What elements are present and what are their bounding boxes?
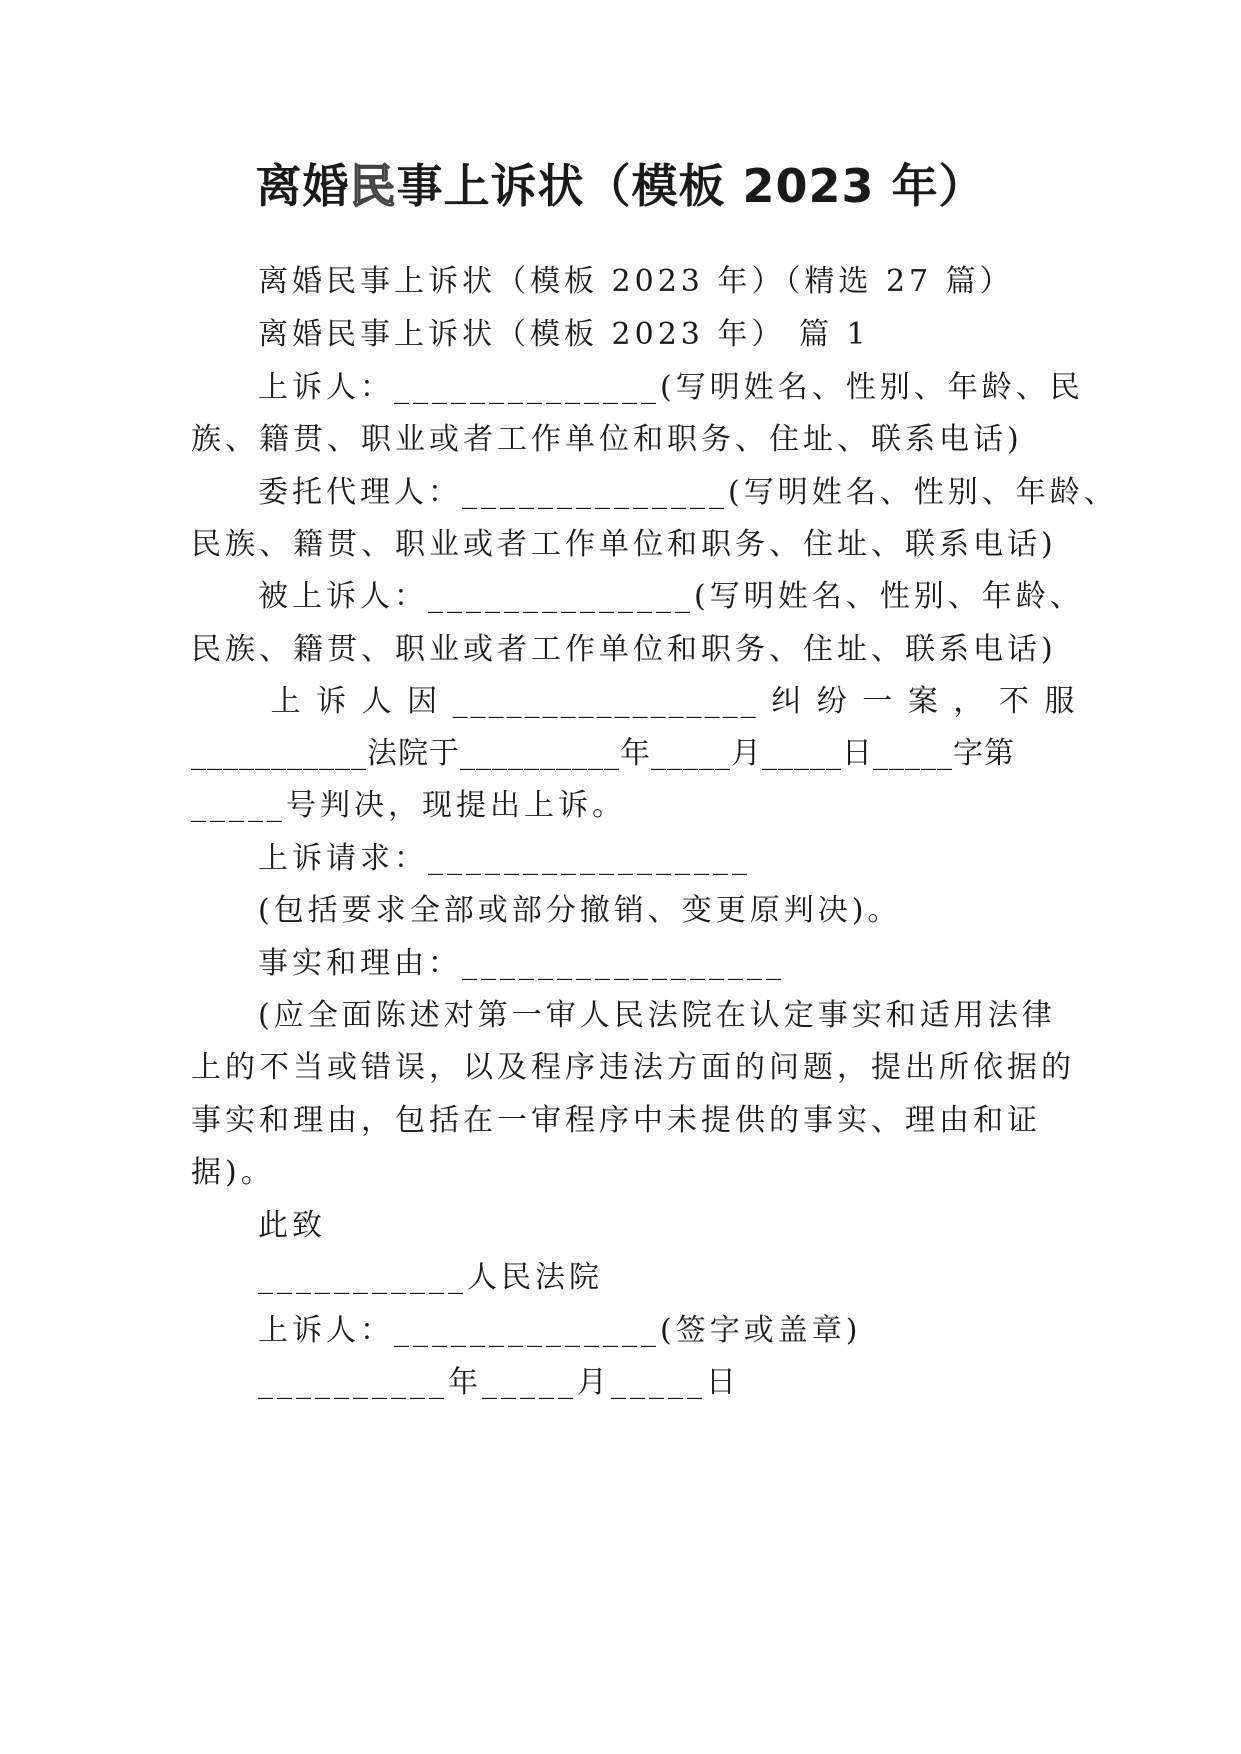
document-title (0, 150, 1241, 216)
title-part-2: 事上诉状（模板 2023 年） (396, 159, 986, 213)
facts-note-4: 据)。 (191, 1155, 275, 1190)
dispute-line: 上 诉 人 因 _________________ 纠 纷 一 案 ， 不 服 (258, 684, 1078, 719)
facts-note-3: 事实和理由，包括在一审程序中未提供的事实、理由和证 (191, 1103, 1041, 1138)
title-part-1: 离婚 (255, 159, 350, 213)
appellant-line: 上诉人：______________(写明姓名、性别、年龄、民 (258, 370, 1084, 405)
salutation: 此致 (258, 1208, 326, 1243)
court-date-line: ___________法院于__________年_____月_____日_____字第 (191, 736, 1015, 771)
facts-note-2: 上的不当或错误，以及程序违法方面的问题，提出所依据的 (191, 1050, 1075, 1085)
court-name-line: ___________人民法院 (258, 1260, 603, 1295)
facts-reasons-label: 事实和理由：_________________ (258, 946, 785, 981)
agent-line: 委托代理人：______________(写明姓名、性别、年龄、 (258, 475, 1118, 510)
appellee-line: 被上诉人：______________(写明姓名、性别、年龄、 (258, 579, 1084, 614)
judgment-line: _____号判决，现提出上诉。 (191, 788, 626, 823)
signature-line: 上诉人：______________(签字或盖章) (258, 1313, 862, 1348)
appeal-request-label: 上诉请求：_________________ (258, 841, 751, 876)
date-line: __________年_____月_____日 (258, 1365, 740, 1400)
appellee-line-cont: 民族、籍贯、职业或者工作单位和职务、住址、联系电话) (191, 632, 1057, 667)
agent-line-cont: 民族、籍贯、职业或者工作单位和职务、住址、联系电话) (191, 527, 1057, 562)
title-outlined-char: 民 (349, 159, 397, 213)
facts-note-1: (应全面陈述对第一审人民法院在认定事实和适用法律 (258, 998, 1056, 1033)
subtitle-collection: 离婚民事上诉状（模板 2023 年）（精选 27 篇） (258, 264, 1014, 299)
section-heading: 离婚民事上诉状（模板 2023 年） 篇 1 (258, 317, 870, 352)
appeal-request-note: (包括要求全部或部分撤销、变更原判决)。 (258, 893, 902, 928)
appellant-line-cont: 族、籍贯、职业或者工作单位和职务、住址、联系电话) (191, 422, 1023, 457)
